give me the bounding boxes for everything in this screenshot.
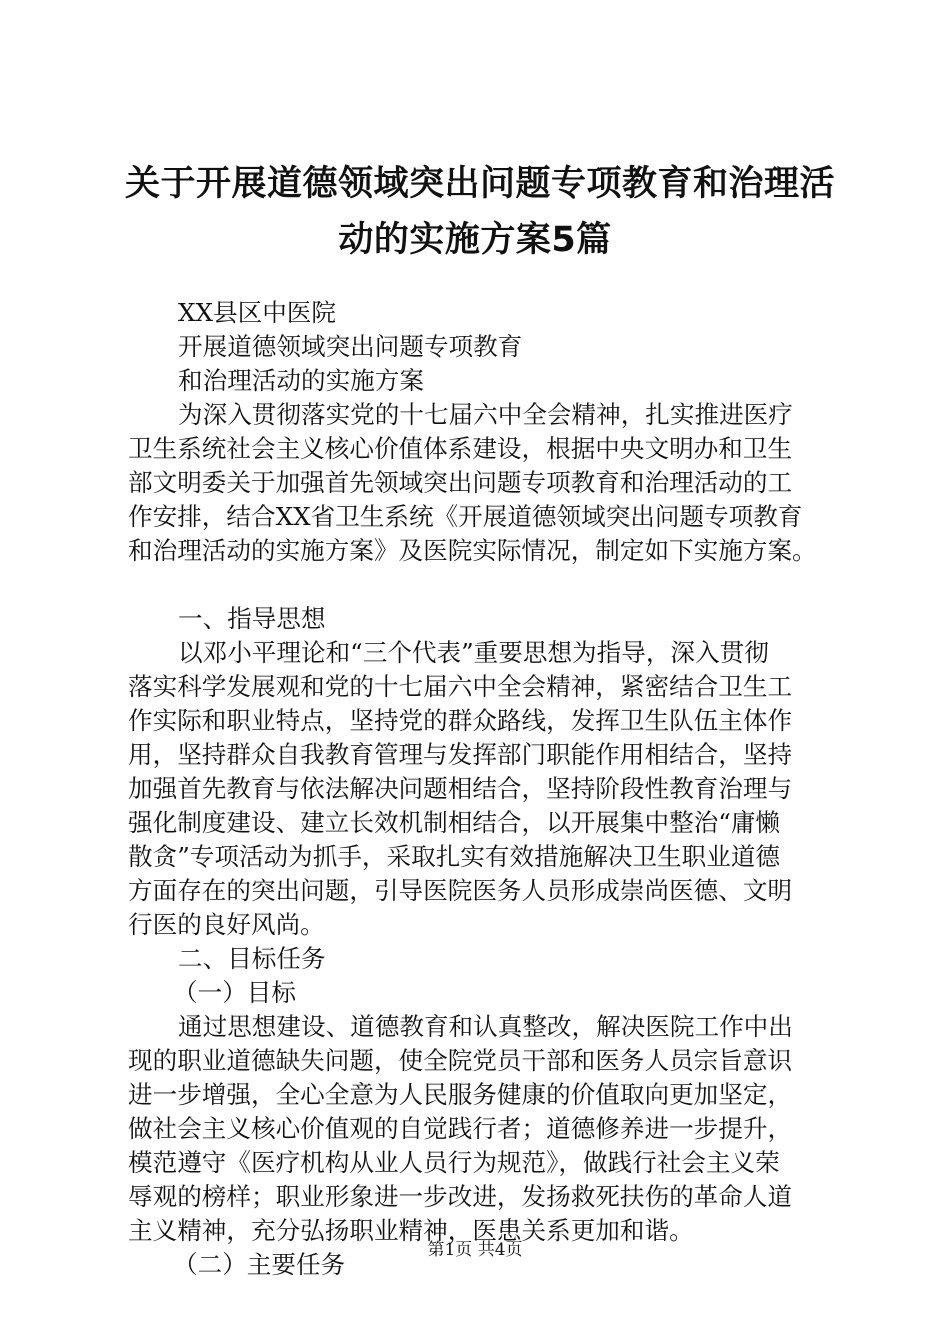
subsection1-line: 模范遵守《医疗机构从业人员行为规范》，做践行社会主义荣: [128, 1148, 780, 1177]
subsection-heading-main-tasks: （二）主要任务: [173, 1250, 346, 1279]
subsection1-line: 主义精神，充分弘扬职业精神，医患关系更加和谐。: [128, 1216, 694, 1245]
document-body: [128, 296, 848, 1282]
intro-line: 部文明委关于加强首先领域突出问题专项教育和治理活动的工: [128, 468, 793, 497]
section1-line: 散贪”专项活动为抓手，采取扎实有效措施解决卫生职业道德: [128, 842, 781, 871]
section1-line: 强化制度建设、建立长效机制相结合，以开展集中整治“庸懒: [128, 808, 781, 837]
plan-title-line-2: 和治理活动的实施方案: [178, 366, 424, 395]
section-heading-guiding-thought: 一、指导思想: [178, 604, 326, 633]
intro-line: 和治理活动的实施方案》及医院实际情况，制定如下实施方案。: [128, 536, 817, 565]
section1-line: 方面存在的突出问题，引导医院医务人员形成崇尚医德、文明: [128, 876, 793, 905]
subsection1-line: 现的职业道德缺失问题，使全院党员干部和医务人员宗旨意识: [128, 1046, 793, 1075]
intro-line: 为深入贯彻落实党的十七届六中全会精神，扎实推进医疗: [178, 400, 793, 429]
organization-name: XX县区中医院: [178, 298, 336, 327]
section1-line: 用，坚持群众自我教育管理与发挥部门职能作用相结合，坚持: [128, 740, 793, 769]
subsection1-line: 辱观的榜样；职业形象进一步改进，发扬救死扶伤的革命人道: [128, 1182, 793, 1211]
paragraph-gap: [128, 568, 848, 602]
subsection1-line: 通过思想建设、道德教育和认真整改，解决医院工作中出: [178, 1012, 793, 1041]
title-line-1: 关于开展道德领域突出问题专项教育和治理活: [125, 164, 836, 204]
section1-line: 作实际和职业特点，坚持党的群众路线，发挥卫生队伍主体作: [128, 706, 793, 735]
section1-line: 加强首先教育与依法解决问题相结合，坚持阶段性教育治理与: [128, 774, 793, 803]
plan-title-line-1: 开展道德领域突出问题专项教育: [178, 332, 523, 361]
section1-line: 以邓小平理论和“三个代表”重要思想为指导，深入贯彻: [178, 638, 769, 667]
section-heading-goals-tasks: 二、目标任务: [178, 944, 326, 973]
intro-line: 卫生系统社会主义核心价值体系建设，根据中央文明办和卫生: [128, 434, 793, 463]
page-footer: [0, 1238, 950, 1262]
document-title: [125, 156, 836, 268]
title-line-2: 动的实施方案5篇: [338, 220, 612, 260]
subsection-heading-goals: （一）目标: [173, 978, 296, 1007]
section1-line: 落实科学发展观和党的十七届六中全会精神，紧密结合卫生工: [128, 672, 793, 701]
subsection1-line: 做社会主义核心价值观的自觉践行者；道德修养进一步提升，: [128, 1114, 793, 1143]
section1-line: 行医的良好风尚。: [128, 910, 325, 939]
intro-line: 作安排，结合XX省卫生系统《开展道德领域突出问题专项教育: [128, 502, 803, 531]
subsection1-line: 进一步增强，全心全意为人民服务健康的价值取向更加坚定，: [128, 1080, 793, 1109]
page-number-indicator: 第1页 共4页: [427, 1240, 523, 1260]
